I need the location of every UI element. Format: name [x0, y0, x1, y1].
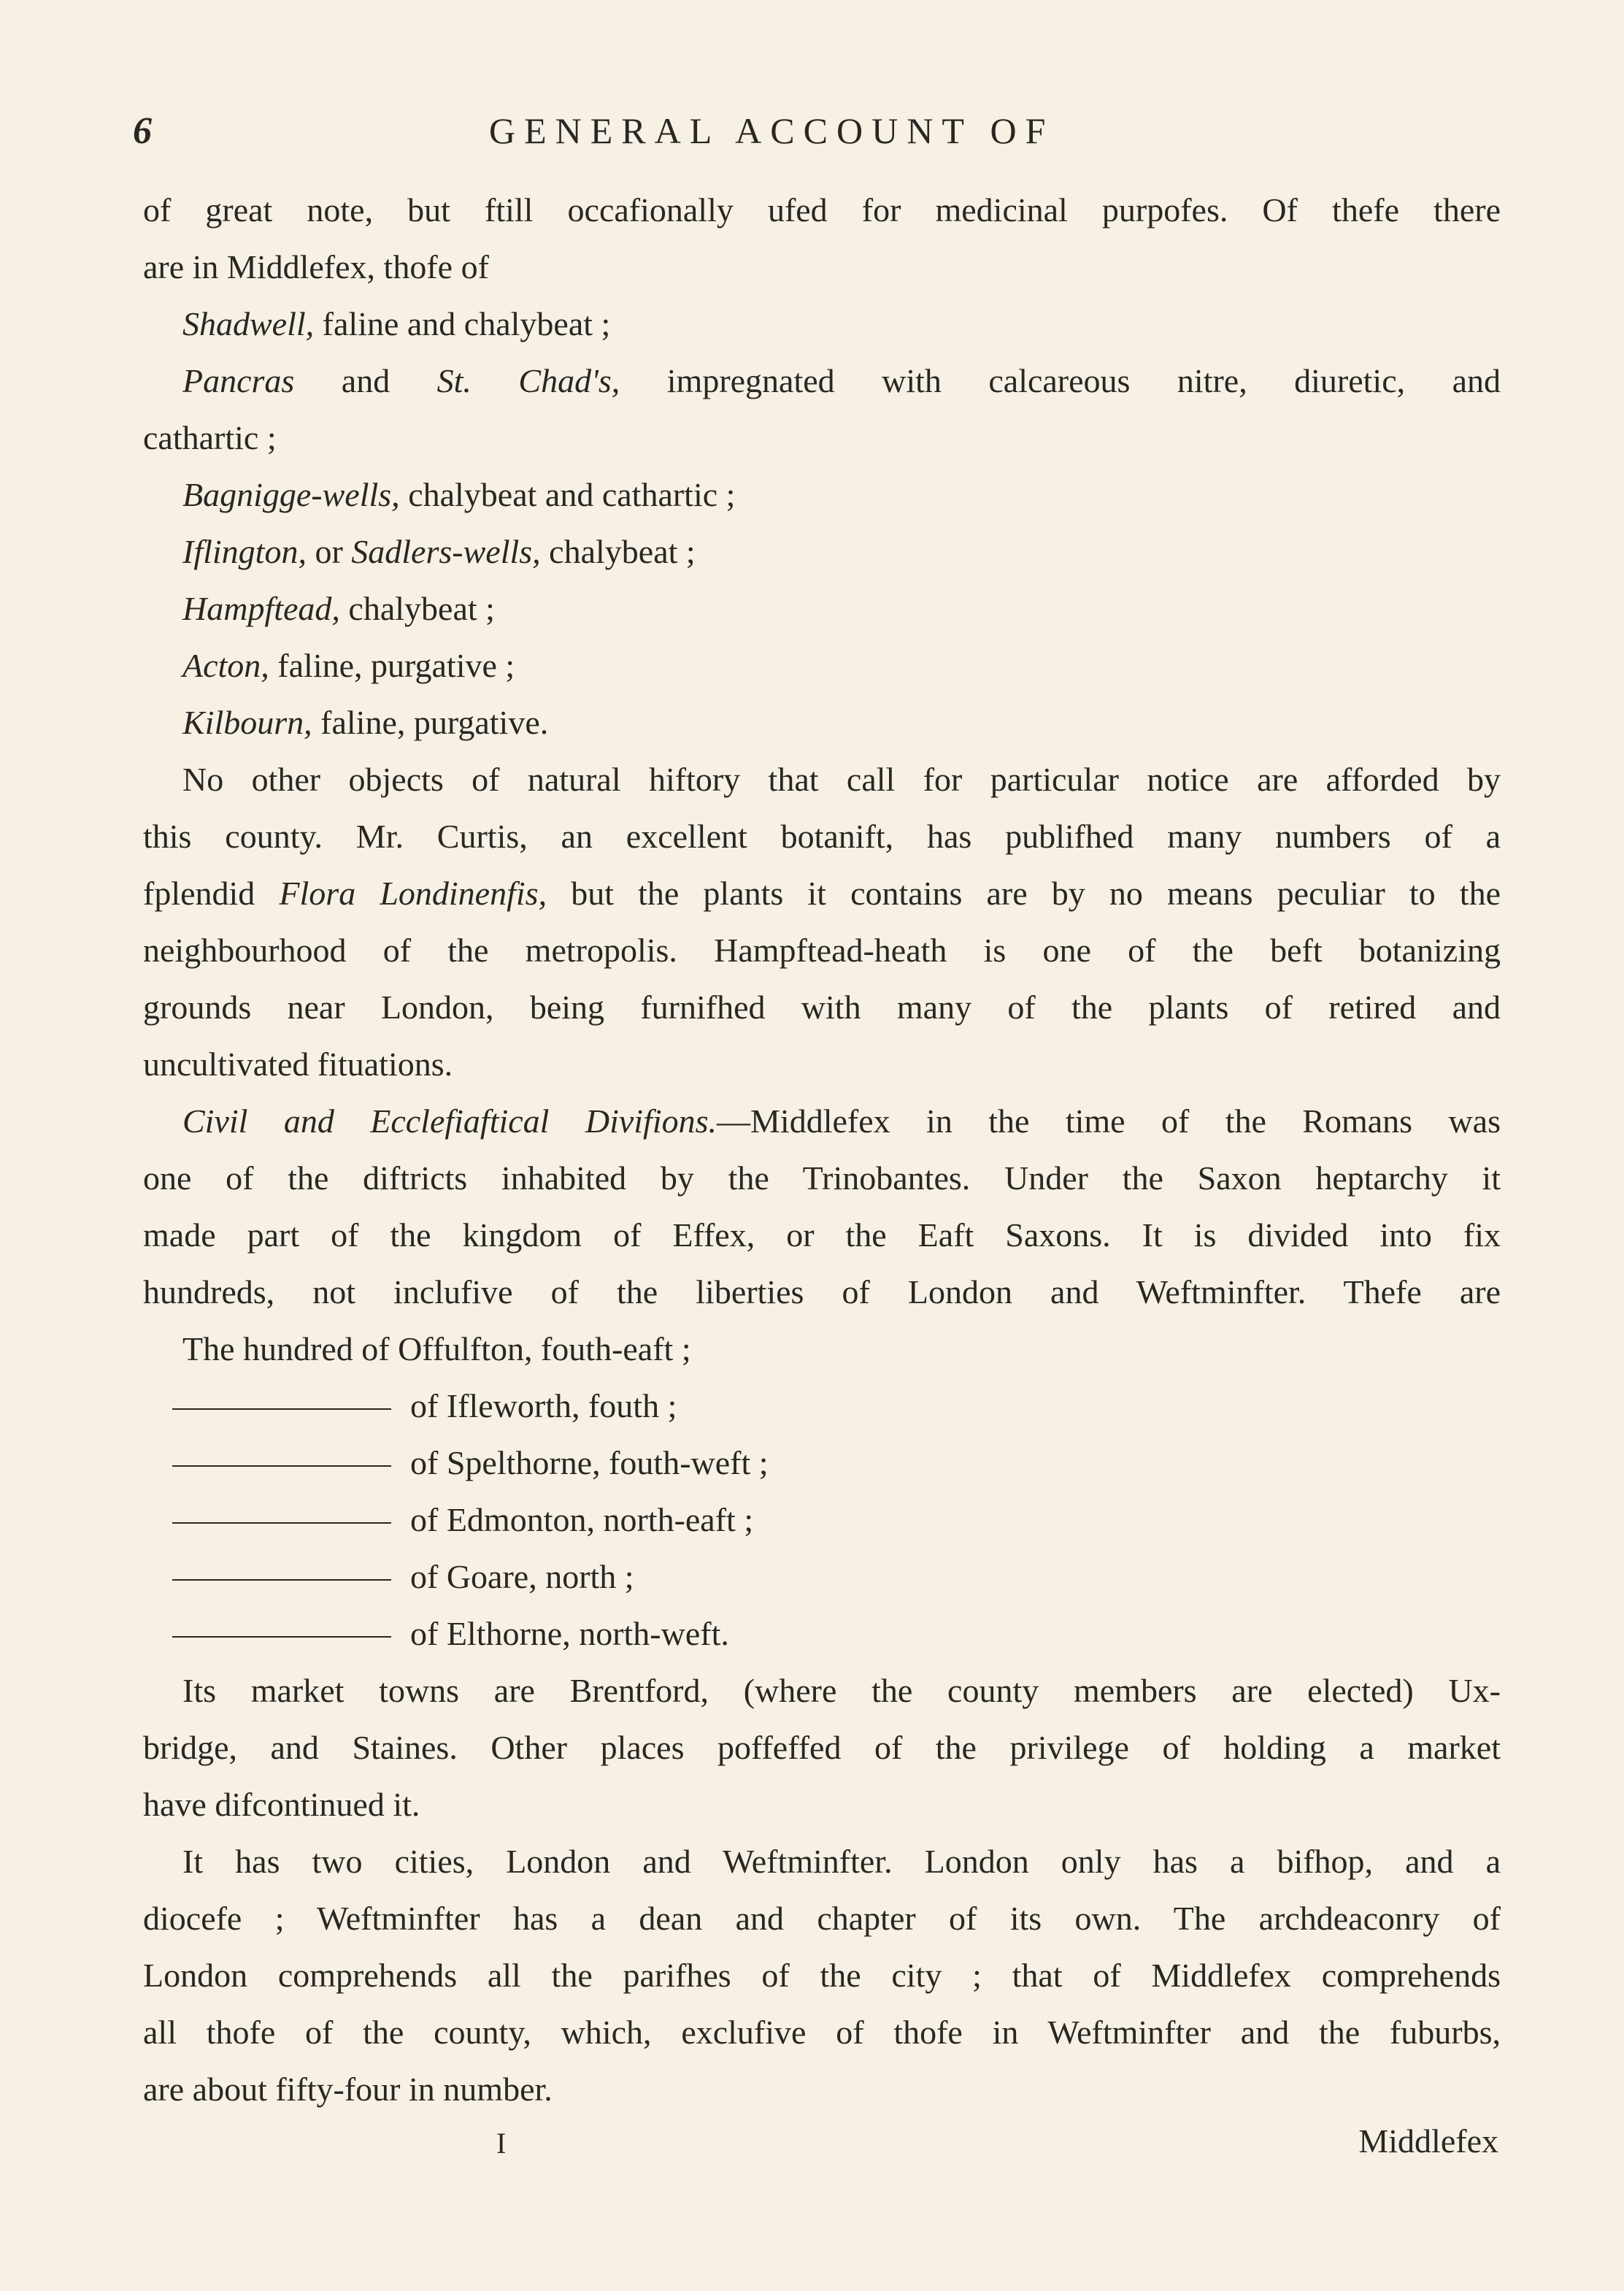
- place-name: Iflington,: [182, 533, 307, 570]
- spring-bagnigge: [182, 475, 735, 515]
- page-number: 6: [133, 110, 152, 152]
- hundred-label: of Edmonton, north-eaft ;: [410, 1501, 754, 1538]
- spring-acton: [182, 645, 515, 686]
- hundred-label: of Ifleworth, fouth ;: [410, 1387, 677, 1424]
- hundred-label: of Elthorne, north-weft.: [410, 1615, 729, 1652]
- spring-description: faline and chalybeat ;: [314, 305, 611, 342]
- spring-description: chalybeat ;: [540, 533, 696, 570]
- signature-mark: I: [496, 2127, 507, 2160]
- hundred-item: [0, 1500, 753, 1540]
- ditto-rule: [172, 1522, 391, 1524]
- spring-description: chalybeat ;: [339, 590, 495, 627]
- spring-pancras: [182, 361, 1501, 402]
- running-title: GENERAL ACCOUNT OF: [489, 110, 1055, 151]
- text-line: of great note, but ftill occafionally ufed for medicinal purpofes. Of thefe there: [143, 191, 1501, 229]
- spring-description: faline, purgative.: [312, 704, 549, 741]
- hundred-label: of Spelthorne, fouth-weft ;: [410, 1444, 769, 1481]
- place-name: Sadlers-wells,: [351, 533, 541, 570]
- spring-kilbourn: [182, 702, 548, 743]
- ditto-rule: [172, 1636, 391, 1638]
- section-heading-line: [182, 1101, 1501, 1142]
- text-fragment: fplendid: [143, 875, 280, 912]
- hundred-item: The hundred of Offulfton, fouth-eaft ;: [182, 1330, 691, 1367]
- text-line: cathartic ;: [143, 419, 277, 456]
- place-name: Kilbourn,: [182, 704, 312, 741]
- hundred-item: [0, 1443, 769, 1484]
- text-line: It has two cities, London and Weftminfter. London only has a bifhop, and a: [182, 1843, 1501, 1880]
- text-line: all thofe of the county, which, exclufive of thofe in Weftminfter and the fuburbs,: [143, 2014, 1501, 2051]
- text-line: grounds near London, being furnifhed with many of the plants of retired and: [143, 989, 1501, 1026]
- text-line: London comprehends all the parifhes of the city ; that of Middlefex comprehends: [143, 1957, 1501, 1994]
- conjunction: or: [306, 533, 352, 570]
- place-name: Shadwell,: [182, 305, 315, 342]
- text-line: Its market towns are Brentford, (where the county members are elected) Ux-: [182, 1672, 1501, 1709]
- text-line-flora: [143, 873, 1501, 914]
- hundred-item: [0, 1386, 677, 1427]
- ditto-rule: [172, 1465, 391, 1467]
- hundred-item: [0, 1557, 634, 1597]
- spring-shadwell: [182, 304, 610, 345]
- text-fragment: but the plants it contains are by no means peculiar to the: [547, 875, 1501, 912]
- spring-description: chalybeat and cathartic ;: [399, 476, 736, 513]
- spring-hampftead: [182, 588, 495, 629]
- text-line: have difcontinued it.: [143, 1786, 420, 1823]
- conjunction: and: [294, 362, 437, 399]
- text-line: are in Middlefex, thofe of: [143, 248, 489, 285]
- book-title: Flora Londinenfis,: [279, 875, 547, 912]
- hundred-item: [0, 1613, 729, 1654]
- catchword: Middlefex: [1358, 2122, 1498, 2160]
- spring-description: impregnated with calcareous nitre, diuretic, and: [620, 362, 1501, 399]
- text-line: one of the diftricts inhabited by the Trinobantes. Under the Saxon heptarchy it: [143, 1159, 1501, 1197]
- text-fragment: —Middlefex in the time of the Romans was: [717, 1102, 1501, 1140]
- place-name: Acton,: [182, 647, 269, 684]
- text-line: uncultivated fituations.: [143, 1045, 453, 1083]
- ditto-rule: [172, 1408, 391, 1410]
- ditto-rule: [172, 1579, 391, 1581]
- text-line: bridge, and Staines. Other places poffeffed of the privilege of holding a market: [143, 1729, 1501, 1766]
- text-line: diocefe ; Weftminfter has a dean and chapter of its own. The archdeaconry of: [143, 1900, 1501, 1937]
- text-line: are about fifty-four in number.: [143, 2071, 553, 2108]
- text-line: hundreds, not inclufive of the liberties of London and Weftminfter. Thefe are: [143, 1273, 1501, 1310]
- place-name: Hampftead,: [182, 590, 340, 627]
- place-name: Pancras: [182, 362, 295, 399]
- text-line: No other objects of natural hiftory that call for particular notice are afforded by: [182, 761, 1501, 798]
- place-name: St. Chad's,: [436, 362, 620, 399]
- spring-iflington: [182, 532, 696, 572]
- section-heading: Civil and Ecclefiaftical Divifions.: [182, 1102, 717, 1140]
- spring-description: faline, purgative ;: [269, 647, 515, 684]
- text-line: made part of the kingdom of Effex, or the Eaft Saxons. It is divided into fix: [143, 1216, 1501, 1254]
- text-line: neighbourhood of the metropolis. Hampftead-heath is one of the beft botanizing: [143, 932, 1501, 969]
- place-name: Bagnigge-wells,: [182, 476, 400, 513]
- hundred-label: of Goare, north ;: [410, 1558, 634, 1595]
- text-line: this county. Mr. Curtis, an excellent botanift, has publifhed many numbers of a: [143, 818, 1501, 855]
